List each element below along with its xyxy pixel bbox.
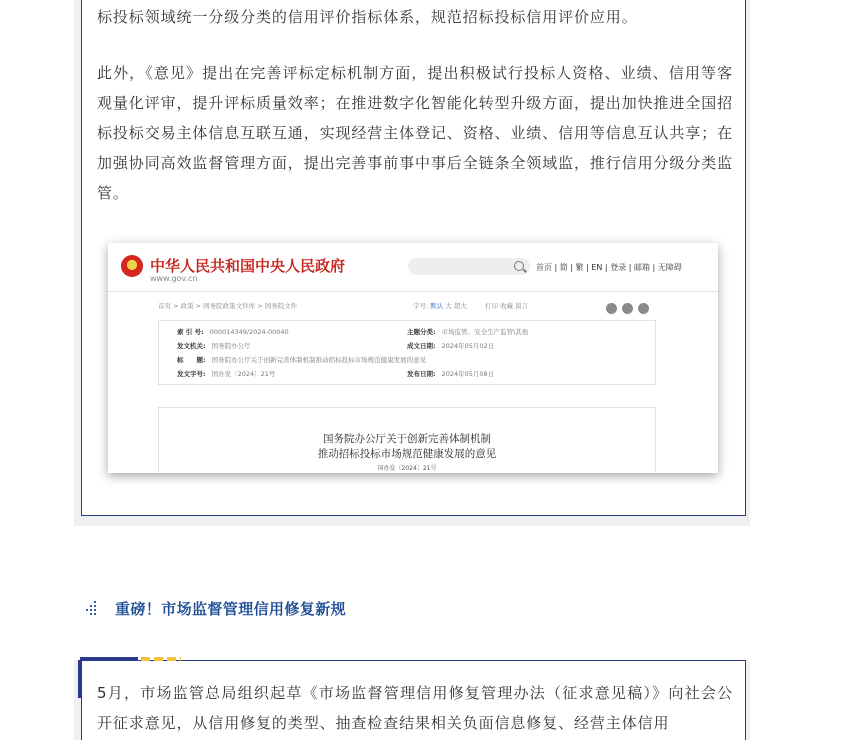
doc-body xyxy=(158,407,656,473)
share-weibo-icon xyxy=(622,303,633,314)
gov-top-nav: 首页 | 简 | 繁 | EN | 登录 | 邮箱 | 无障碍 xyxy=(536,263,682,272)
search-icon xyxy=(514,261,524,271)
gov-domain: www.gov.cn xyxy=(150,274,198,283)
doc-number: 国办发〔2024〕21号 xyxy=(377,465,437,472)
dots-decoration-icon xyxy=(85,601,99,617)
meta-issuer: 发文机关: 国务院办公厅 xyxy=(177,342,251,350)
font-size-label: 字号: xyxy=(413,302,429,310)
share-wechat-icon xyxy=(606,303,617,314)
meta-published-date: 发布日期: 2024年05月08日 xyxy=(407,370,495,378)
gov-header xyxy=(108,243,718,292)
article-paragraph: 此外，《意见》提出在完善评标定标机制方面，提出积极试行投标人资格、业绩、信用等客观量化评审，提升评标质量效率；在推进数字化智能化转型升级方面，提出加快推进全国招标投标交易主体信息互联互通，实现经营主体登记、资格、业绩、信用等信息互认共享；在加强协同高效监督管理方面，提出完善事前事中事后全链条全领域监，推行信用分级分类监管。 xyxy=(97,64,734,202)
page-tools: 打印 收藏 留言 xyxy=(485,302,529,310)
font-size-switcher xyxy=(413,301,467,310)
doc-title-line1: 国务院办公厅关于创新完善体制机制 xyxy=(323,433,491,445)
share-icons xyxy=(606,299,654,318)
gov-page-screenshot xyxy=(108,243,718,473)
meta-title: 标 题: 国务院办公厅关于创新完善体制机制推动招标投标市场规范健康发展的意见 xyxy=(177,356,427,364)
section-title: 重磅！市场监督管理信用修复新规 xyxy=(115,600,347,618)
font-size-large: 大 xyxy=(445,302,452,310)
share-qzone-icon xyxy=(638,303,649,314)
card-accent-dashes xyxy=(141,657,181,661)
gov-site-name: 中华人民共和国中央人民政府 xyxy=(150,257,346,275)
meta-doc-number: 发文字号: 国办发〔2024〕21号 xyxy=(177,370,276,378)
card-accent-left xyxy=(78,660,82,698)
section-paragraph: 5月，市场监管总局组织起草《市场监督管理信用修复管理办法（征求意见稿）》向社会公开征求意见，从信用修复的类型、抽查检查结果相关负面信息修复、经营主体信用 xyxy=(97,684,733,732)
meta-index: 索 引 号: 000014349/2024-00040 xyxy=(177,328,289,336)
meta-written-date: 成文日期: 2024年05月02日 xyxy=(407,342,495,350)
national-emblem-icon xyxy=(121,255,143,277)
font-size-default: 默认 xyxy=(430,302,444,310)
article-text-continued: 标投标领域统一分级分类的信用评价指标体系，规范招标投标信用评价应用。 xyxy=(97,8,638,26)
doc-title-line2: 推动招标投标市场规范健康发展的意见 xyxy=(317,448,497,460)
gov-search-box xyxy=(408,258,530,275)
doc-meta-table xyxy=(158,320,656,385)
card-accent-bar xyxy=(80,657,138,661)
font-size-xlarge: 超大 xyxy=(453,302,467,310)
breadcrumb: 首页 > 政策 > 国务院政策文件库 > 国务院文件 xyxy=(158,302,298,310)
meta-category: 主题分类: 市场监管、安全生产监管\其他 xyxy=(407,328,529,336)
